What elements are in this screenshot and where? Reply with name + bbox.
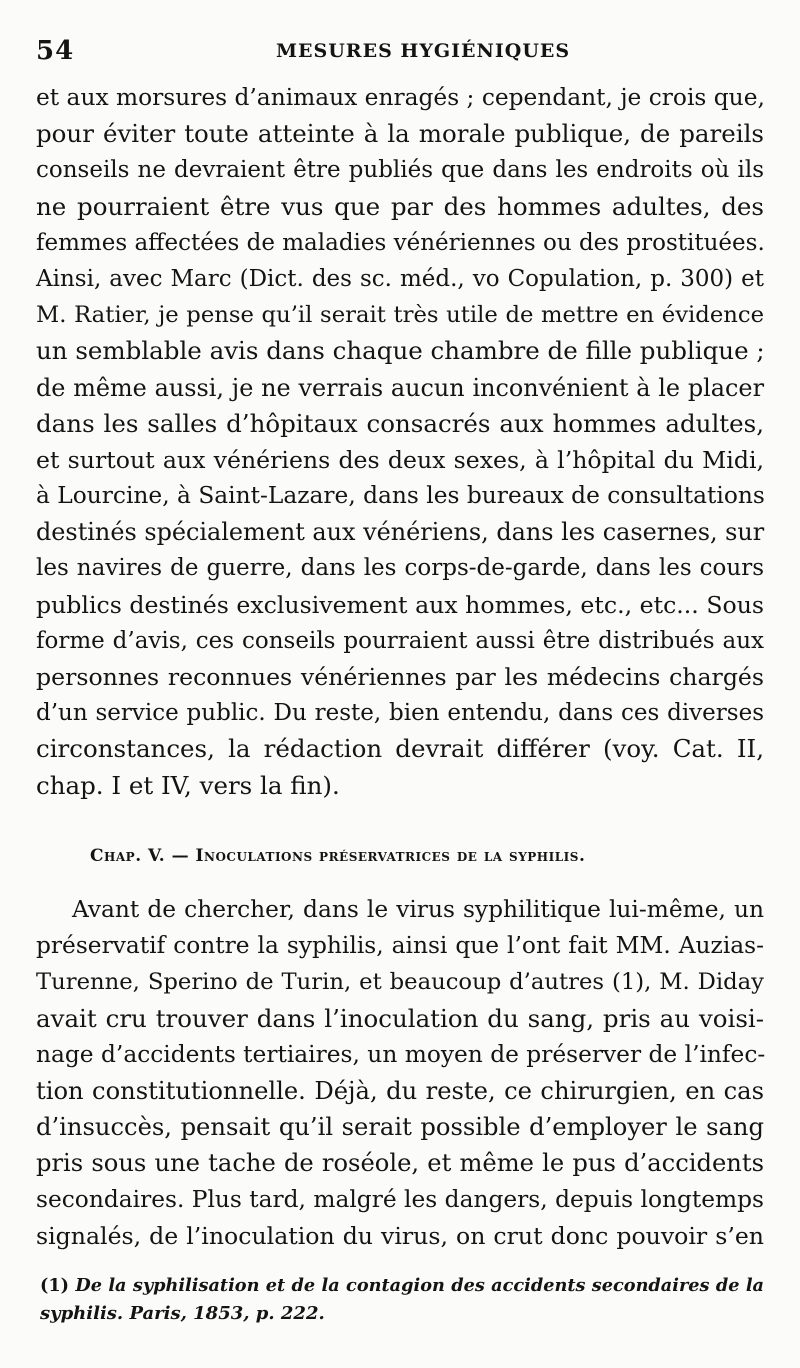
running-head [36, 36, 764, 72]
text-line: pris sous une tache de roséole, et même le pus d’accidents [36, 1149, 764, 1178]
paragraph-continued [36, 80, 764, 804]
text-line: avait cru trouver dans l’inoculation du sang, pris au voisi- [36, 1003, 764, 1033]
text-line: M. Ratier, je pense qu’il serait très utile de mettre en évidence [36, 302, 764, 329]
chapter-label: Chap. V. [90, 846, 166, 866]
text-line: signalés, de l’inoculation du virus, on crut donc pouvoir s’en [36, 1221, 764, 1250]
text-line: d’un service public. Du reste, bien entendu, dans ces diverses [36, 700, 764, 727]
text-line: pour éviter toute atteinte à la morale publique, de pareils [36, 119, 764, 149]
footnote-text: De la syphilisation et de la contagion des accidents secondaires de la [75, 1275, 764, 1296]
footnote-marker: (1) [40, 1275, 70, 1296]
chapter-title: Inoculations préservatrices de la syphilis. [195, 846, 586, 866]
page-number: 54 [36, 36, 75, 66]
text-line: et surtout aux vénériens des deux sexes, à l’hôpital du Midi, [36, 445, 764, 474]
chapter-dash: — [171, 846, 190, 866]
text-line: un semblable avis dans chaque chambre de fille publique ; [36, 336, 765, 366]
text-line: les navires de guerre, dans les corps-de-garde, dans les cours [36, 555, 764, 582]
chapter-heading [90, 846, 710, 866]
footnote [40, 1272, 764, 1328]
text-line: de même aussi, je ne verrais aucun inconvénient à le placer [36, 373, 764, 402]
text-line: et aux morsures d’animaux enragés ; cependant, je crois que, [36, 84, 765, 111]
text-line: Turenne, Sperino de Turin, et beaucoup d’autres (1), M. Diday [36, 969, 764, 996]
paragraph-chapter-five [36, 892, 764, 1254]
text-line: Ainsi, avec Marc (Dict. des sc. méd., vo Copulation, p. 300) et [36, 265, 764, 292]
text-line: femmes affectées de maladies vénériennes ou des prostituées. [36, 229, 765, 256]
text-line: publics destinés exclusivement aux hommes, etc., etc... Sous [36, 590, 764, 619]
running-title: MESURES HYGIÉNIQUES [276, 40, 571, 62]
footnote-line: syphilis. Paris, 1853, p. 222. [40, 1303, 325, 1324]
text-line: Avant de chercher, dans le virus syphilitique lui-même, un [72, 896, 764, 923]
text-line: à Lourcine, à Saint-Lazare, dans les bureaux de consultations [36, 482, 765, 510]
footnote-line [40, 1272, 764, 1300]
text-line: préservatif contre la syphilis, ainsi que l’ont fait MM. Auzias- [36, 932, 764, 960]
text-line: secondaires. Plus tard, malgré les dangers, depuis longtemps [36, 1185, 764, 1213]
text-line: destinés spécialement aux vénériens, dans les casernes, sur [36, 518, 765, 547]
text-line: ne pourraient être vus que par des hommes adultes, des [36, 191, 764, 221]
text-line: chap. I et IV, vers la fin). [36, 770, 340, 800]
text-line: personnes reconnues vénériennes par les médecins chargés [36, 663, 764, 691]
text-line: circonstances, la rédaction devrait différer (voy. Cat. II, [36, 734, 764, 764]
text-line: nage d’accidents tertiaires, un moyen de préserver de l’infec- [36, 1040, 766, 1068]
text-line: tion constitutionnelle. Déjà, du reste, ce chirurgien, en cas [36, 1076, 764, 1105]
text-line: forme d’avis, ces conseils pourraient aussi être distribués aux [36, 627, 764, 654]
text-line: conseils ne devraient être publiés que dans les endroits où ils [36, 157, 764, 184]
text-line: d’insuccès, pensait qu’il serait possible d’employer le sang [36, 1113, 764, 1142]
text-line: dans les salles d’hôpitaux consacrés aux hommes adultes, [36, 408, 764, 438]
